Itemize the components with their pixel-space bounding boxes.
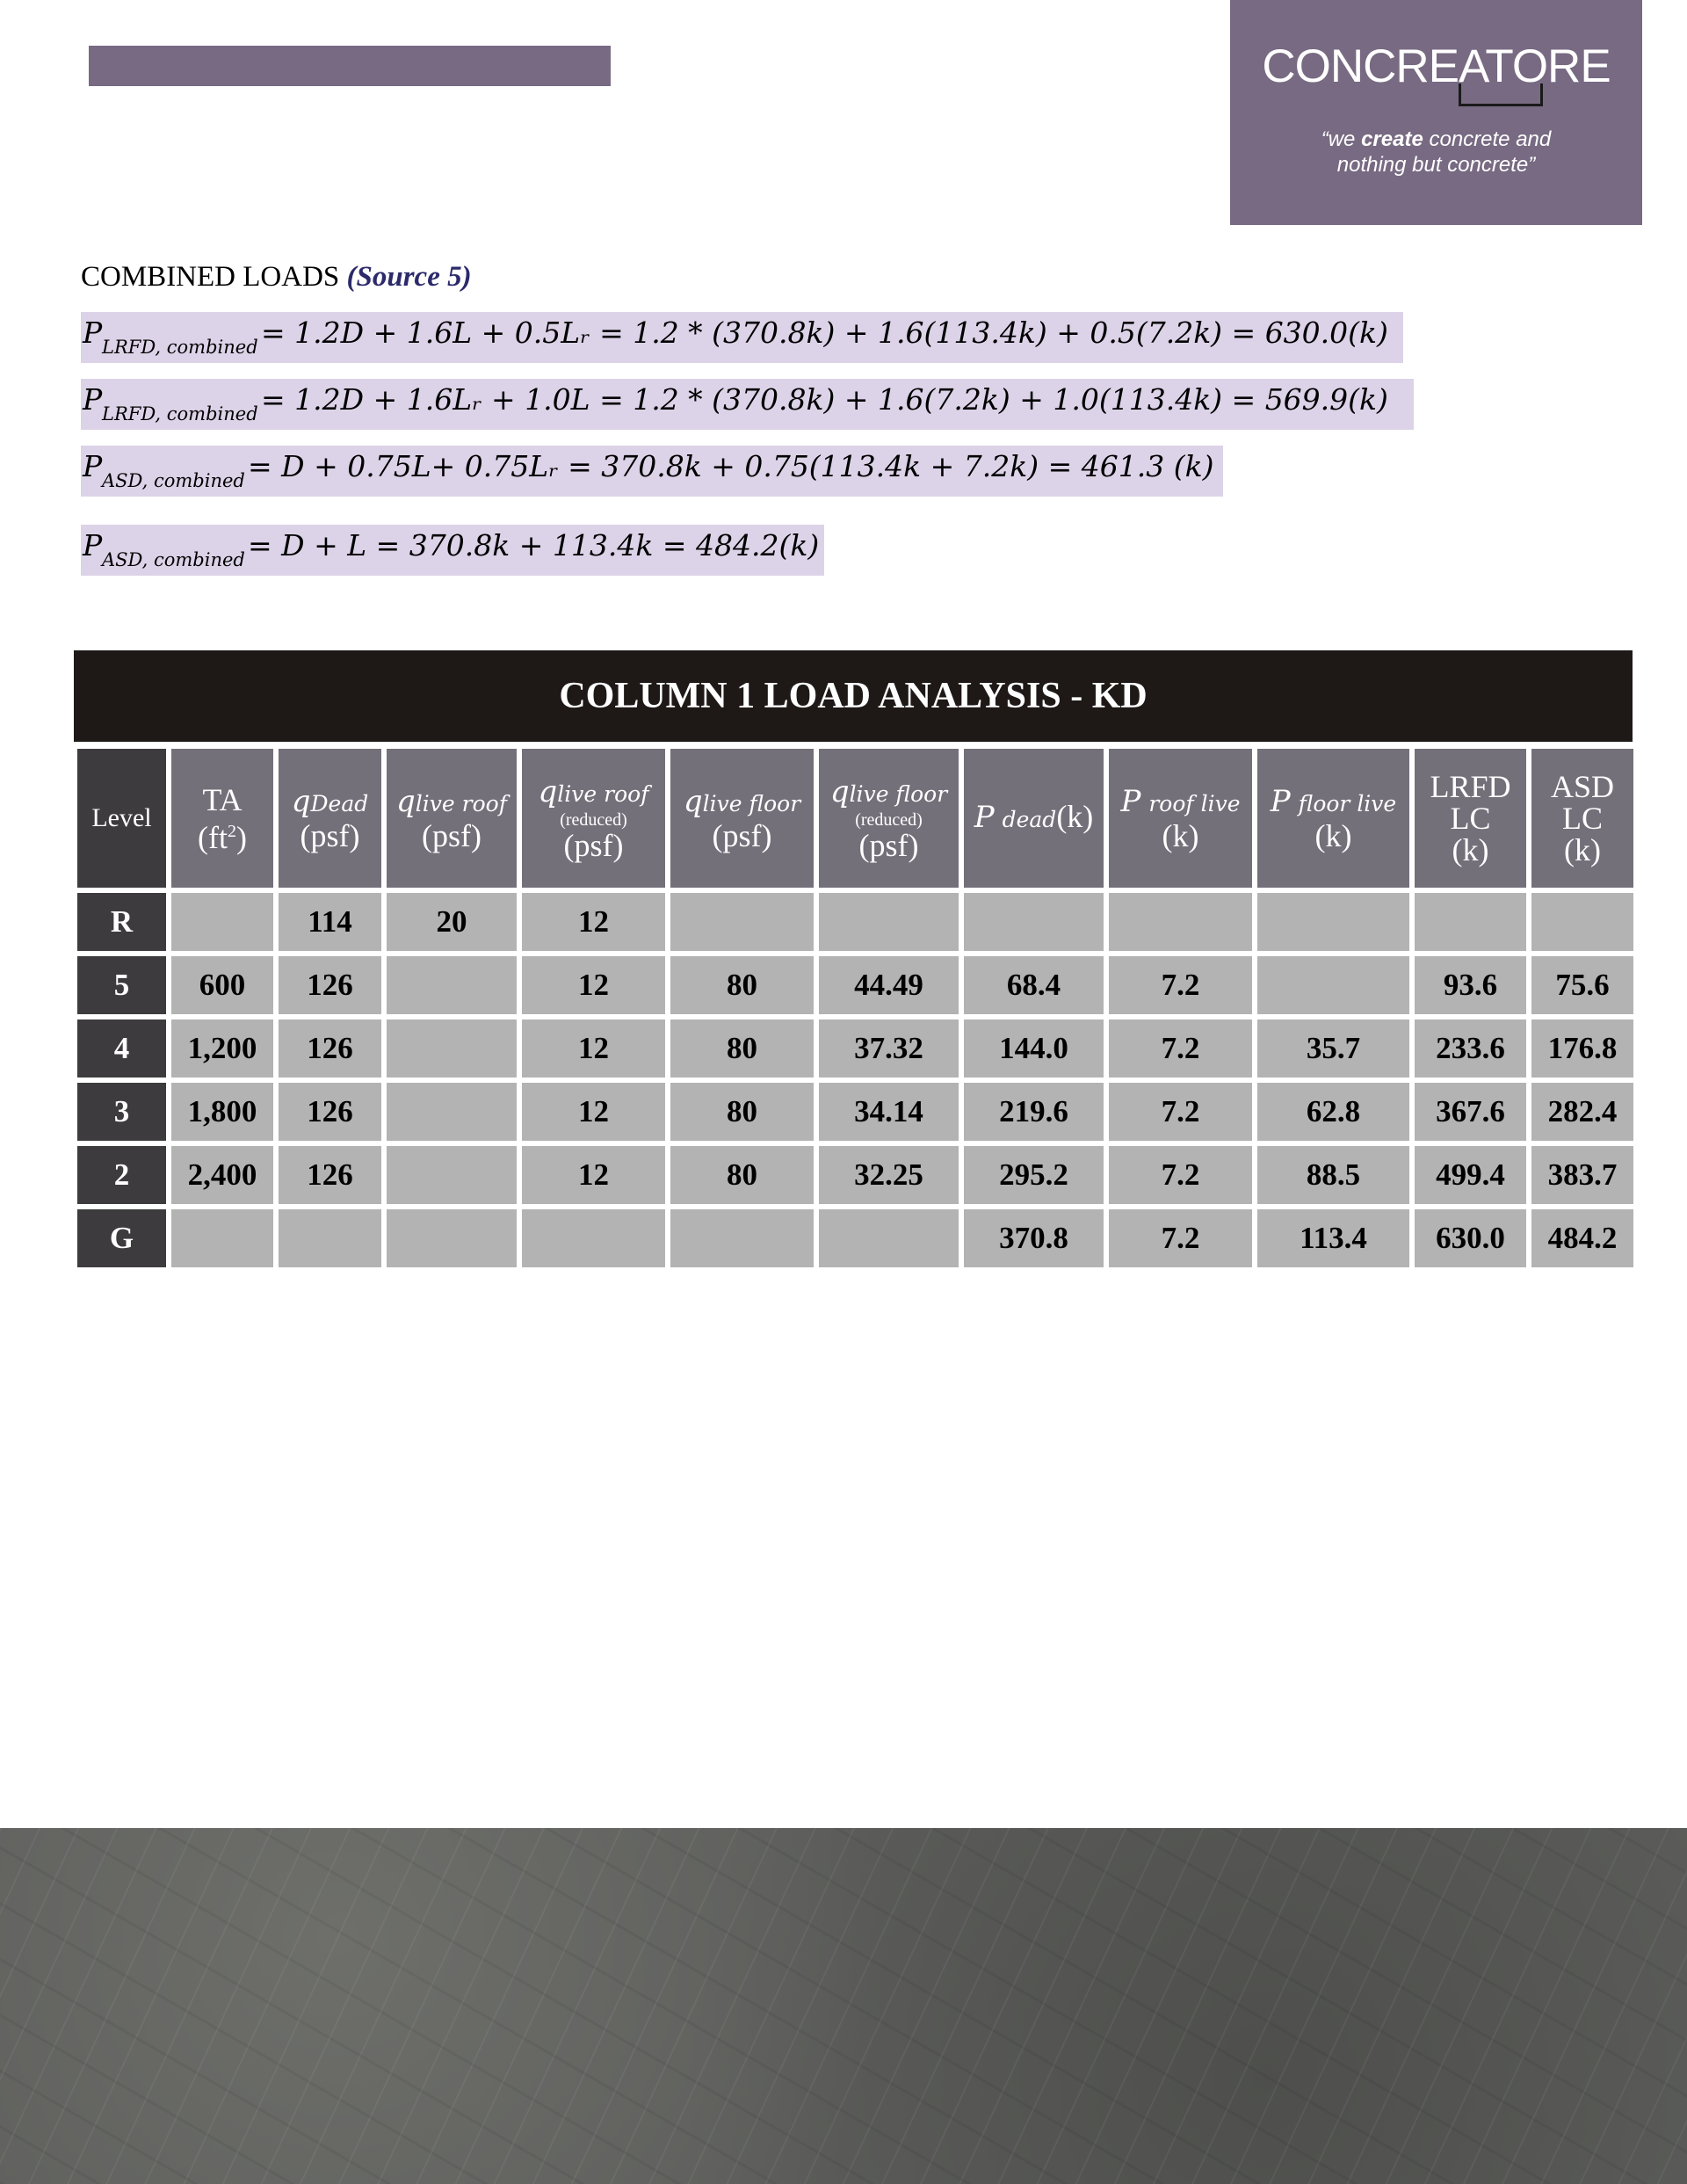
cell-q-dead: 126 <box>279 956 381 1014</box>
header-lrfd: LRFD <box>1430 769 1511 804</box>
tagline-pre: “we <box>1321 127 1362 151</box>
cell-asd: 176.8 <box>1531 1019 1633 1077</box>
header-reduced: (reduced) <box>560 810 627 830</box>
cell-lrfd <box>1415 893 1526 951</box>
cell-q-dead: 126 <box>279 1083 381 1141</box>
cell-q-dead: 126 <box>279 1146 381 1204</box>
logo-bracket-mark <box>1459 83 1543 106</box>
cell-p-roof-live: 7.2 <box>1109 1146 1252 1204</box>
header-q-symbol: q <box>538 774 558 809</box>
concrete-texture-footer <box>0 1828 1687 2184</box>
cell-p-dead: 68.4 <box>964 956 1104 1014</box>
brand-logo <box>1230 0 1642 225</box>
cell-q-live-roof <box>387 1019 517 1077</box>
equation-asd-2 <box>81 525 824 576</box>
cell-p-dead: 370.8 <box>964 1209 1104 1267</box>
cell-q-live-roof-red: 12 <box>522 1083 665 1141</box>
equation-asd-1 <box>81 446 1223 497</box>
cell-lrfd: 93.6 <box>1415 956 1526 1014</box>
section-source: (Source 5) <box>346 261 472 293</box>
equation-symbol: P <box>83 382 103 417</box>
table-header-row <box>77 749 1633 888</box>
header-unit: (k) <box>1564 832 1601 867</box>
cell-asd: 282.4 <box>1531 1083 1633 1141</box>
cell-asd: 383.7 <box>1531 1146 1633 1204</box>
cell-q-live-floor-red: 37.32 <box>819 1019 959 1077</box>
header-p-symbol: P <box>974 800 995 835</box>
cell-q-dead: 126 <box>279 1019 381 1077</box>
cell-p-roof-live <box>1109 893 1252 951</box>
header-q-symbol: q <box>829 774 850 809</box>
header-unit: (k) <box>1452 832 1489 867</box>
header-unit: (psf) <box>300 818 360 853</box>
cell-q-live-roof-red: 12 <box>522 956 665 1014</box>
cell-level: G <box>77 1209 166 1267</box>
header-live-roof-sub: live roof <box>557 781 649 807</box>
header-level: Level <box>77 749 166 888</box>
header-ta-label: TA <box>202 781 243 817</box>
cell-level: 4 <box>77 1019 166 1077</box>
equation-subscript: LRFD, combined <box>102 337 258 358</box>
header-q-symbol: q <box>396 784 416 819</box>
header-asd-lc <box>1531 749 1633 888</box>
table-row <box>77 956 1633 1014</box>
table-row <box>77 1019 1633 1077</box>
header-q-live-roof <box>387 749 517 888</box>
cell-q-live-roof <box>387 956 517 1014</box>
cell-q-live-roof <box>387 1146 517 1204</box>
header-p-dead-sub: dead <box>1002 807 1057 832</box>
table-title: COLUMN 1 LOAD ANALYSIS - KD <box>74 650 1633 742</box>
cell-p-floor-live: 113.4 <box>1257 1209 1409 1267</box>
equation-body: = D + L = 370.8k + 113.4k = 484.2(k) <box>248 528 820 562</box>
header-lrfd-lc <box>1415 749 1526 888</box>
header-p-symbol: P <box>1120 784 1141 819</box>
header-ta-sup: 2 <box>227 821 236 841</box>
cell-asd <box>1531 893 1633 951</box>
table-row <box>77 1083 1633 1141</box>
section-title-text: COMBINED LOADS <box>81 261 347 293</box>
cell-level: 5 <box>77 956 166 1014</box>
equation-symbol: P <box>83 449 103 483</box>
header-live-roof-sub: live roof <box>415 791 507 816</box>
tagline-post: concrete and <box>1423 127 1552 151</box>
cell-p-dead: 144.0 <box>964 1019 1104 1077</box>
cell-q-live-floor: 80 <box>670 1083 814 1141</box>
cell-q-dead <box>279 1209 381 1267</box>
cell-q-live-roof-red: 12 <box>522 1019 665 1077</box>
header-p-roof-live <box>1109 749 1252 888</box>
header-q-live-roof-reduced <box>522 749 665 888</box>
load-analysis-table <box>72 744 1639 1273</box>
header-unit: (k) <box>1162 818 1199 853</box>
cell-p-roof-live: 7.2 <box>1109 1209 1252 1267</box>
tagline-bold: create <box>1361 127 1423 151</box>
header-p-dead <box>964 749 1104 888</box>
cell-q-live-floor: 80 <box>670 956 814 1014</box>
header-unit: (k) <box>1056 799 1094 834</box>
header-p-floor-live <box>1257 749 1409 888</box>
cell-q-live-roof: 20 <box>387 893 517 951</box>
equation-subscript: ASD, combined <box>102 549 245 570</box>
cell-level: 2 <box>77 1146 166 1204</box>
cell-level: 3 <box>77 1083 166 1141</box>
cell-p-roof-live: 7.2 <box>1109 1019 1252 1077</box>
header-ta <box>171 749 273 888</box>
cell-level: R <box>77 893 166 951</box>
cell-q-live-roof-red: 12 <box>522 893 665 951</box>
equation-lrfd-1 <box>81 312 1403 363</box>
cell-p-roof-live: 7.2 <box>1109 956 1252 1014</box>
equation-lrfd-2 <box>81 379 1414 430</box>
cell-ta: 600 <box>171 956 273 1014</box>
header-unit: (psf) <box>858 828 919 863</box>
tagline-line2: nothing but concrete” <box>1336 153 1536 177</box>
equation-body: = 1.2D + 1.6Lᵣ + 1.0L = 1.2 * (370.8k) + 1.6(7.2k) + 1.0(113.4k) = 569.9(k) <box>261 382 1388 417</box>
header-live-floor-sub: live floor <box>702 791 801 816</box>
cell-p-dead: 219.6 <box>964 1083 1104 1141</box>
equation-body: = D + 0.75L+ 0.75Lᵣ = 370.8k + 0.75(113.4k + 7.2k) = 461.3 (k) <box>248 449 1214 483</box>
cell-q-live-floor-red: 34.14 <box>819 1083 959 1141</box>
table-row <box>77 1209 1633 1267</box>
header-unit: (psf) <box>712 818 772 853</box>
cell-p-floor-live: 35.7 <box>1257 1019 1409 1077</box>
section-title <box>81 257 472 297</box>
table-row <box>77 1146 1633 1204</box>
header-q-dead-sub: Dead <box>310 791 369 816</box>
cell-ta: 2,400 <box>171 1146 273 1204</box>
cell-q-live-roof <box>387 1209 517 1267</box>
header-ta-close: ) <box>235 819 247 855</box>
header-q-live-floor <box>670 749 814 888</box>
cell-asd: 75.6 <box>1531 956 1633 1014</box>
cell-ta: 1,800 <box>171 1083 273 1141</box>
header-asd: ASD <box>1550 769 1615 804</box>
header-unit: (psf) <box>563 828 624 863</box>
cell-ta <box>171 1209 273 1267</box>
cell-p-dead <box>964 893 1104 951</box>
cell-q-live-floor <box>670 893 814 951</box>
table-row <box>77 893 1633 951</box>
logo-wordmark: CONCREATORE <box>1262 40 1611 92</box>
cell-lrfd: 233.6 <box>1415 1019 1526 1077</box>
cell-p-floor-live <box>1257 893 1409 951</box>
cell-q-live-floor-red <box>819 1209 959 1267</box>
cell-asd: 484.2 <box>1531 1209 1633 1267</box>
cell-q-dead: 114 <box>279 893 381 951</box>
cell-q-live-roof <box>387 1083 517 1141</box>
cell-q-live-roof-red <box>522 1209 665 1267</box>
table-body <box>77 893 1633 1267</box>
equation-symbol: P <box>83 528 103 562</box>
cell-q-live-floor: 80 <box>670 1019 814 1077</box>
cell-lrfd: 499.4 <box>1415 1146 1526 1204</box>
header-accent-bar <box>89 46 611 86</box>
cell-ta: 1,200 <box>171 1019 273 1077</box>
header-q-symbol: q <box>683 784 703 819</box>
cell-q-live-floor: 80 <box>670 1146 814 1204</box>
cell-lrfd: 367.6 <box>1415 1083 1526 1141</box>
cell-ta <box>171 893 273 951</box>
equation-subscript: ASD, combined <box>102 470 245 491</box>
cell-p-dead: 295.2 <box>964 1146 1104 1204</box>
equation-symbol: P <box>83 316 103 350</box>
cell-p-floor-live <box>1257 956 1409 1014</box>
header-p-floor-sub: floor live <box>1298 791 1397 816</box>
cell-q-live-floor-red: 32.25 <box>819 1146 959 1204</box>
cell-p-floor-live: 62.8 <box>1257 1083 1409 1141</box>
logo-tagline <box>1230 127 1642 178</box>
cell-q-live-floor-red: 44.49 <box>819 956 959 1014</box>
cell-p-floor-live: 88.5 <box>1257 1146 1409 1204</box>
equation-body: = 1.2D + 1.6L + 0.5Lᵣ = 1.2 * (370.8k) + 1.6(113.4k) + 0.5(7.2k) = 630.0(k) <box>261 316 1388 350</box>
header-unit: (k) <box>1314 818 1352 853</box>
cell-q-live-floor <box>670 1209 814 1267</box>
header-q-symbol: q <box>291 784 311 819</box>
header-lc: LC <box>1561 801 1603 836</box>
header-lc: LC <box>1450 801 1491 836</box>
cell-p-roof-live: 7.2 <box>1109 1083 1252 1141</box>
cell-lrfd: 630.0 <box>1415 1209 1526 1267</box>
header-q-live-floor-reduced <box>819 749 959 888</box>
header-reduced: (reduced) <box>855 810 923 830</box>
equation-subscript: LRFD, combined <box>102 403 258 424</box>
header-live-floor-sub: live floor <box>849 781 948 807</box>
header-q-dead <box>279 749 381 888</box>
header-p-roof-sub: roof live <box>1148 791 1241 816</box>
cell-q-live-roof-red: 12 <box>522 1146 665 1204</box>
header-unit: (psf) <box>422 818 481 853</box>
header-p-symbol: P <box>1270 784 1291 819</box>
header-ta-unit: (ft <box>198 819 228 855</box>
cell-q-live-floor-red <box>819 893 959 951</box>
